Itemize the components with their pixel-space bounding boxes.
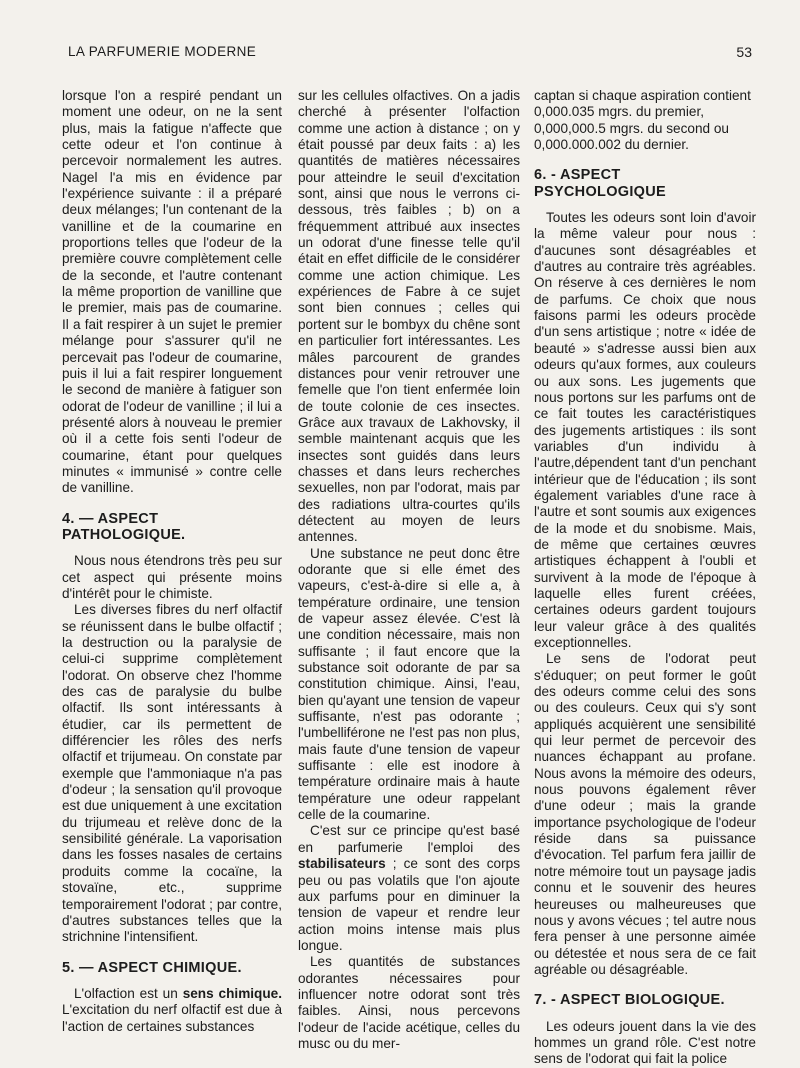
paragraph-line: 0,000.035 mgrs. du premier, (534, 104, 705, 120)
column-3 (534, 88, 756, 1068)
paragraph-line: captan si chaque aspiration contient (534, 88, 751, 103)
paragraph: Les odeurs jouent dans la vie des hommes un grand rôle. C'est notre sens de l'odorat qui fait la police (534, 1018, 756, 1067)
paragraph: Le sens de l'odorat peut s'éduquer; on peut former le goût des odeurs comme celui des sons ou des couleurs. Ceux qui s'y sont appliqués acquièrent une sensibilité qui leur permet de percevoir des nuances échappant au profane. Nous avons la mémoire des odeurs, nous pouvons également rêver d'une odeur ; mais la grande importance psychologique de l'odeur réside dans sa puissance d'évocation. Tel parfum fera jaillir de notre mémoire tout un paysage jadis connu et le souvenir des heures heureuses ou malheureuses que nous y avons vécues ; tel autre nous fera penser à une personne aimée ou détestée et nous sera de ce fait agréable ou désagréable. (534, 651, 756, 977)
page-number: 53 (736, 44, 752, 60)
text-run: L'olfaction est un (74, 985, 183, 1001)
paragraph-line: 0,000.000.002 du dernier. (534, 137, 689, 153)
running-head: LA PARFUMERIE MODERNE (68, 44, 257, 59)
emphasis-text: stabilisateurs (298, 856, 386, 872)
paragraph-line: 0,000,000.5 mgrs. du second ou (534, 120, 729, 136)
paragraph: Nous nous étendrons très peu sur cet aspect qui présente moins d'intérêt pour le chimiste. (62, 553, 282, 601)
section-heading-chimique: 5. — ASPECT CHIMIQUE. (62, 959, 242, 976)
text-run: C'est sur ce principe qu'est basé en parfumerie l'emploi des (298, 823, 520, 855)
section-heading-biologique: 7. - ASPECT BIOLOGIQUE. (534, 992, 725, 1009)
paragraph (298, 823, 520, 954)
paragraph: lorsque l'on a respiré pendant un moment une odeur, on ne la sent plus, mais la fatigue n'affecte que cette odeur et l'on continue à percevoir normalement les autres. Nagel l'a mis en évidence par l'expérience suivante : il a préparé deux mélanges; l'un contenant de la vanilline et de la coumarine en proportions telles que l'odeur de la première couvre complètement celle de la seconde, et l'autre contenant la même proportion de vanilline que le premier, mais pas de coumarine. Il a fait respirer à un sujet le premier mélange pour s'assurer qu'il ne percevait pas l'odeur de coumarine, puis il lui a fait respirer longuement le second de manière à fatiguer son odorat de l'odeur de vanilline ; il lui a présenté alors à nouveau le premier où il a cette fois senti l'odeur de coumarine, étant pour quelques minutes « immunisé » contre celle de vanilline. (62, 88, 282, 496)
paragraph: Une substance ne peut donc être odorante que si elle émet des vapeurs, c'est-à-dire si elle a, à température ordinaire, une tension de vapeur assez élevée. C'est là une condition nécessaire, mais non suffisante ; il faut encore que la substance soit odorante de par sa constitution chimique. Ainsi, l'eau, bien qu'ayant une tension de vapeur suffisante, n'est pas odorante ; l'umbelliférone ne l'est pas non plus, mais faute d'une tension de vapeur suffisante : elle est inodore à température ordinaire mais à haute température une odeur rappelant celle de la coumarine. (298, 545, 520, 823)
paragraph: sur les cellules olfactives. On a jadis cherché à présenter l'olfaction comme une action à distance ; on y était poussé par deux faits : a) les quantités de matières nécessaires pour atteindre le seuil d'excitation sont, ainsi que nous le verrons ci-dessous, très faibles ; b) on a fréquemment attribué aux insectes un odorat d'une finesse telle qu'il était en effet difficile de le considérer comme une action chimique. Les expériences de Fabre à ce sujet sont bien connues ; celles qui portent sur le bombyx du chêne sont en particulier fort intéressantes. Les mâles parcourent de grandes distances pour venir retrouver une femelle que l'on tient enfermée loin de toute colonie de ces insectes. Grâce aux travaux de Lakhovsky, il semble maintenant acquis que les insectes sont guidés dans leurs chasses et dans leurs recherches sexuelles, non par l'odorat, mais par des radiations ultra-courtes qu'ils détectent au moyen de leurs antennes. (298, 88, 520, 545)
column-2 (298, 88, 520, 1052)
paragraph (62, 986, 282, 1035)
paragraph: Les diverses fibres du nerf olfactif se réunissent dans le bulbe olfactif ; la destruction ou la paralysie de celui-ci supprime complètement l'odorat. On observe chez l'homme des cas de paralysie du bulbe olfactif. Ils sont intéressants à étudier, car ils permettent de différencier les rôles des nerfs olfactif et trijumeau. On constate par exemple que l'ammoniaque n'a pas d'odeur ; la sensation qu'il provoque est due uniquement à une excitation du trijumeau et relève donc de la sensibilité générale. La vaporisation dans les fosses nasales de certains produits comme la cocaïne, la stovaïne, etc., supprime temporairement l'odorat ; par contre, d'autres substances telles que la strichnine l'intensifient. (62, 602, 282, 945)
paragraph: Toutes les odeurs sont loin d'avoir la même valeur pour nous : d'aucunes sont désagréables et d'autres au contraire très agréables. On réserve à ces dernières le nom de parfums. Ce choix que nous faisons parmi les odeurs procède d'un sens artistique ; notre « idée de beauté » s'adresse aussi bien aux odeurs qu'aux formes, aux couleurs ou aux sons. Les jugements que nous portons sur les parfums ont de ce fait toutes les caractéristiques des jugements artistiques : ils sont variables d'un individu à l'autre,dépendent tant d'un penchant intérieur que de l'éducation ; ils sont également variables d'une race à l'autre et sont soumis aux exigences de la mode et du snobisme. Mais, de même que certaines œuvres artistiques échappent à l'oubli et survivent à la mode de l'époque à laquelle elles furent créées, certaines odeurs gardent toujours leur valeur grâce à des qualités exceptionnelles. (534, 210, 756, 650)
paragraph: Les quantités de substances odorantes nécessaires pour influencer notre odorat sont très faibles. Ainsi, nous percevons l'odeur de l'acide acétique, celles du musc ou du mer- (298, 954, 520, 1051)
text-run: ; ce sont des corps peu ou pas volatils que l'on ajoute aux parfums pour en diminuer la tension de vapeur et rendre leur action moins intense mais plus longue. (298, 856, 520, 953)
text-run: L'excitation du nerf olfactif est due à l'action de certaines substances (62, 1002, 282, 1034)
section-heading-pathologique: 4. — ASPECT PATHOLOGIQUE. (62, 510, 186, 543)
section-heading-psychologique: 6. - ASPECT PSYCHOLOGIQUE (534, 167, 666, 200)
column-1 (62, 88, 282, 1035)
emphasis-text: sens chimique. (182, 985, 282, 1001)
